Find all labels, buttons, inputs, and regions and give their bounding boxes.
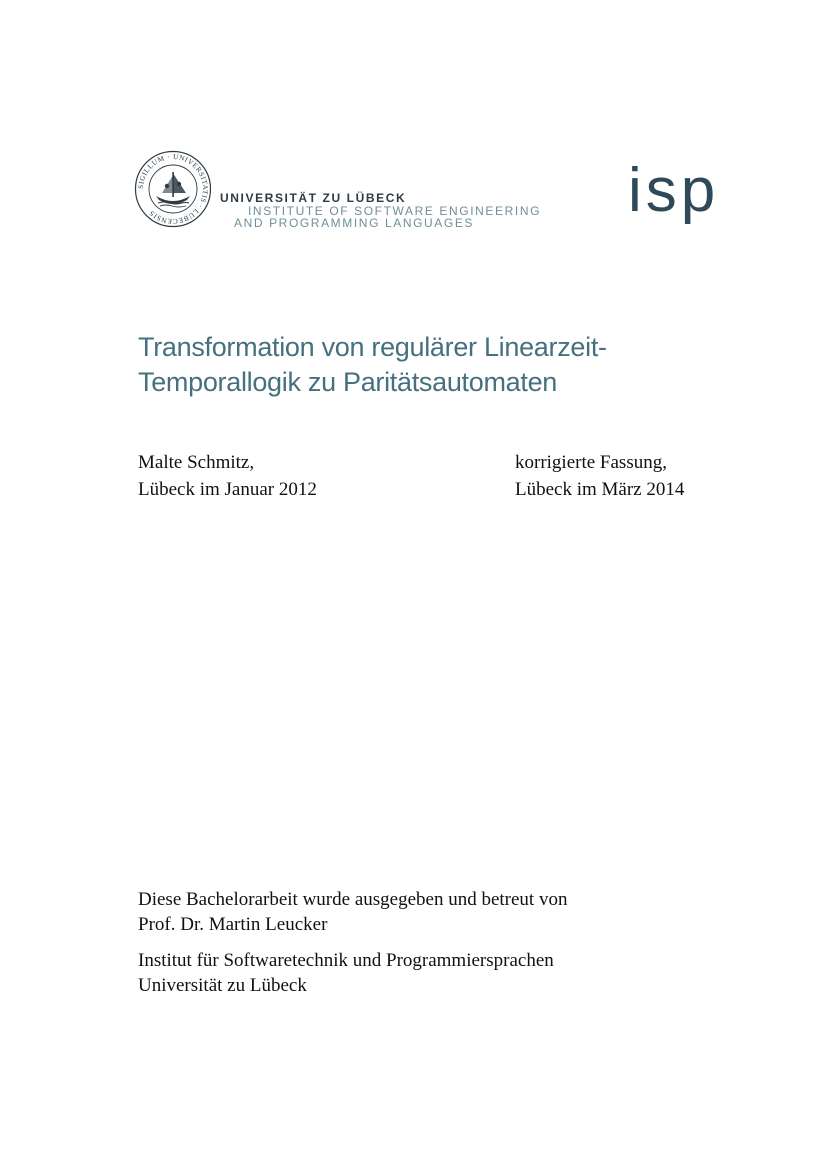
thesis-title (138, 330, 698, 400)
thesis-title-line2: Temporallogik zu Paritätsautomaten (138, 367, 558, 397)
author-block (138, 449, 317, 503)
revision-place-date: Lübeck im März 2014 (515, 479, 685, 500)
advisor-name: Prof. Dr. Martin Leucker (138, 914, 328, 935)
author-name: Malte Schmitz, (138, 452, 255, 473)
institute-name-line2: AND PROGRAMMING LANGUAGES (234, 216, 475, 230)
author-place-date: Lübeck im Januar 2012 (138, 479, 317, 500)
advisor-block (138, 887, 567, 937)
institute-block (138, 948, 554, 998)
institute-university: Universität zu Lübeck (138, 975, 307, 996)
advisor-statement: Diese Bachelorarbeit wurde ausgegeben und betreut von (138, 889, 568, 910)
institute-name-line1: INSTITUTE OF SOFTWARE ENGINEERING (248, 204, 542, 218)
thesis-title-line1: Transformation von regulärer Linearzeit- (138, 332, 607, 362)
isp-logo: isp (628, 156, 720, 225)
university-name: UNIVERSITÄT ZU LÜBECK (220, 191, 407, 205)
svg-text:SIGILLUM · UNIVERSITATIS · LUB: SIGILLUM · UNIVERSITATIS · LUBECENSIS (136, 152, 210, 226)
institute-full-name: Institut für Softwaretechnik und Programmiersprachen (138, 950, 554, 971)
revision-block (515, 449, 684, 503)
university-wordmark (220, 191, 541, 230)
university-seal-logo (134, 150, 212, 228)
revision-label: korrigierte Fassung, (515, 452, 667, 473)
